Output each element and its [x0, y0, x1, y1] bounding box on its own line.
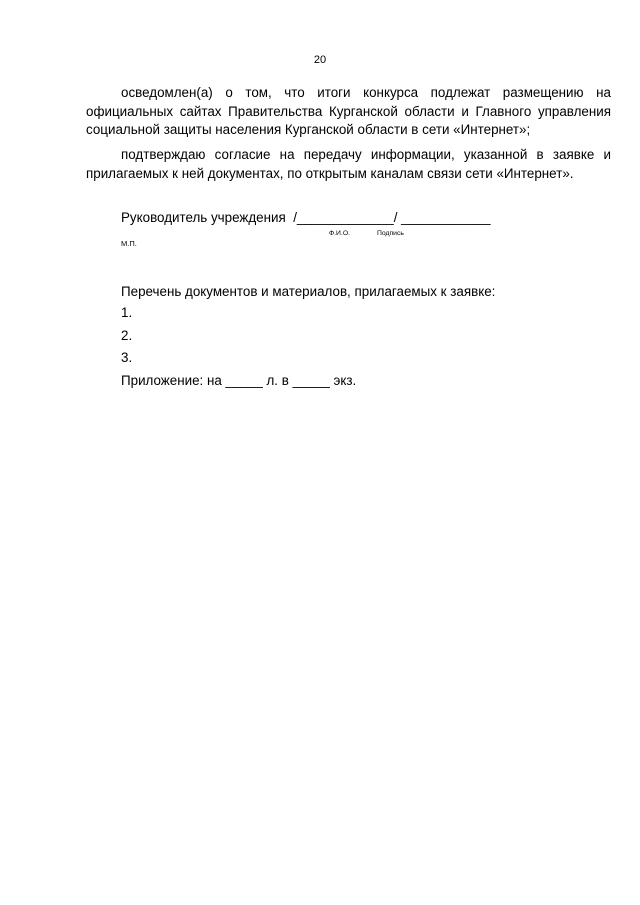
signature-caption: Подпись	[377, 230, 404, 237]
documents-list-item: 2.	[121, 328, 133, 343]
documents-list-item: 3.	[121, 350, 133, 365]
stamp-place-label: М.П.	[121, 239, 137, 248]
paragraph-consent: подтверждаю согласие на передачу информации, указанной в заявке и прилагаемых к ней документах, по открытым каналам связи сети «Интернет».	[86, 147, 611, 181]
fio-caption: Ф.И.О.	[329, 230, 351, 237]
appendix-line: Приложение: на _____ л. в _____ экз.	[121, 373, 357, 388]
documents-list-item: 1.	[121, 305, 133, 320]
page-number: 20	[313, 54, 327, 66]
paragraph-awareness: осведомлен(а) о том, что итоги конкурса подлежат размещению на официальных сайтах Правительства Курганской области и Главного управления социальной защиты населения Курганской области в сети «Интернет»;	[86, 85, 611, 137]
documents-list-title: Перечень документов и материалов, прилагаемых к заявке:	[121, 284, 496, 299]
signature-line: Руководитель учреждения /_____________/ ____________	[121, 210, 491, 225]
